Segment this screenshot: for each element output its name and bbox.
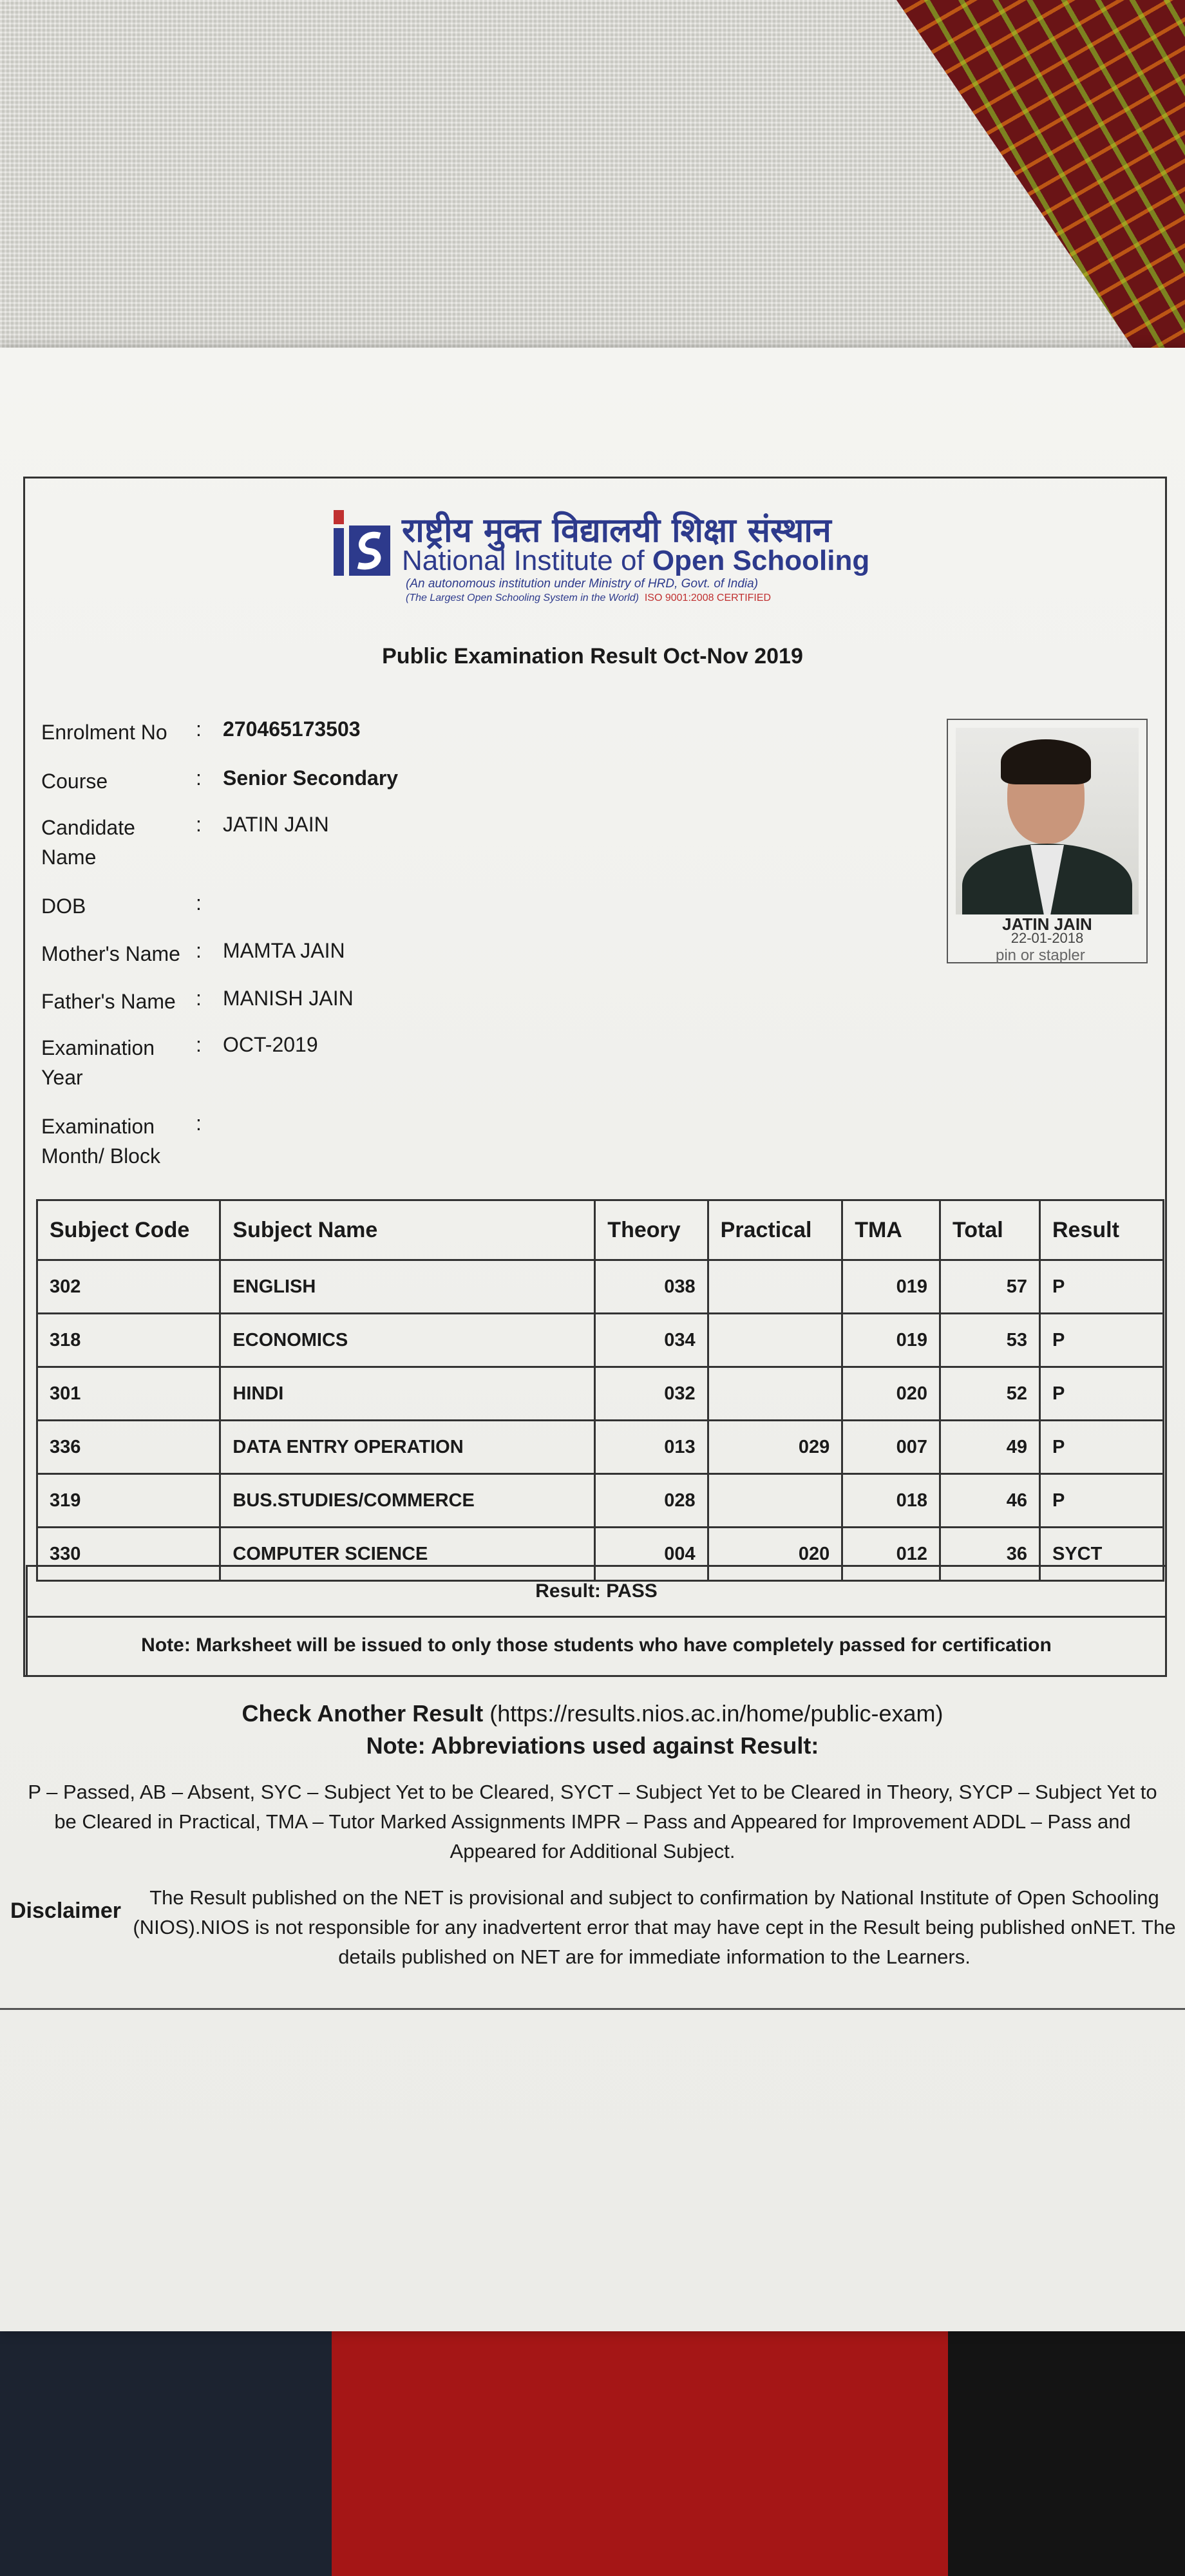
cell-result: SYCT <box>1039 1528 1163 1581</box>
check-another-result-label: Check Another Result <box>242 1700 484 1727</box>
cell-subject-name: ECONOMICS <box>220 1314 595 1367</box>
col-subject-name: Subject Name <box>220 1200 595 1260</box>
cell-tma: 019 <box>842 1314 940 1367</box>
abbreviations-title: Note: Abbreviations used against Result: <box>366 1732 819 1759</box>
cell-total: 49 <box>940 1421 1040 1474</box>
cell-total: 52 <box>940 1367 1040 1421</box>
cell-theory: 034 <box>595 1314 708 1367</box>
col-practical: Practical <box>708 1200 842 1260</box>
abbreviations-text: P – Passed, AB – Absent, SYC – Subject Yet to be Cleared, SYCT – Subject Yet to be Cleared in Theory, SYCP – Subject Yet to be Cleared in Practical, TMA – Tutor Marked Assignments IMPR – Pass and Appeared for Improvement ADDL – Pass and Appeared for Additional Subject. <box>28 1781 1157 1862</box>
overall-result: Result: PASS <box>26 1565 1167 1618</box>
exam-year-label: Examination Year <box>41 1036 155 1089</box>
exam-block-label: Examination Month/ Block <box>41 1115 160 1168</box>
table-row <box>37 1314 1164 1367</box>
cell-practical <box>708 1314 842 1367</box>
cell-subject-name: DATA ENTRY OPERATION <box>220 1421 595 1474</box>
colon: : <box>196 1033 202 1056</box>
cell-subject-name: HINDI <box>220 1367 595 1421</box>
table-row <box>37 1367 1164 1421</box>
photo-caption-date: 22-01-2018 <box>1010 930 1084 946</box>
col-result: Result <box>1039 1200 1163 1260</box>
mother-name-label: Mother's Name <box>41 942 180 965</box>
cell-result: P <box>1039 1367 1163 1421</box>
cell-practical <box>708 1367 842 1421</box>
course-value: Senior Secondary <box>223 766 399 790</box>
course-label: Course <box>41 770 108 793</box>
cell-tma: 012 <box>842 1528 940 1581</box>
col-theory: Theory <box>595 1200 708 1260</box>
cell-subject-name: ENGLISH <box>220 1260 595 1314</box>
colon: : <box>196 813 202 836</box>
cell-subject-code: 302 <box>37 1260 220 1314</box>
cell-tma: 020 <box>842 1367 940 1421</box>
cell-theory: 038 <box>595 1260 708 1314</box>
photo-hair <box>1001 739 1091 784</box>
cell-result: P <box>1039 1314 1163 1367</box>
exam-year-value: OCT-2019 <box>223 1033 318 1056</box>
col-subject-code: Subject Code <box>37 1200 220 1260</box>
cell-total: 46 <box>940 1474 1040 1528</box>
cell-total: 57 <box>940 1260 1040 1314</box>
cell-subject-code: 336 <box>37 1421 220 1474</box>
certification-note: Note: Marksheet will be issued to only those students who have completely passed for certification <box>26 1618 1167 1677</box>
cell-subject-code: 319 <box>37 1474 220 1528</box>
org-tagline-line <box>406 592 771 604</box>
enrolment-value: 270465173503 <box>223 717 361 741</box>
cell-subject-code: 330 <box>37 1528 220 1581</box>
org-english-name <box>402 545 869 577</box>
marks-table <box>36 1199 1164 1582</box>
mother-name-value: MAMTA JAIN <box>223 939 345 962</box>
cell-tma: 018 <box>842 1474 940 1528</box>
candidate-name-value: JATIN JAIN <box>223 813 329 836</box>
colon: : <box>196 717 202 741</box>
colon: : <box>196 987 202 1010</box>
cell-practical: 020 <box>708 1528 842 1581</box>
father-name-label: Father's Name <box>41 990 176 1013</box>
table-row <box>37 1260 1164 1314</box>
cell-theory: 028 <box>595 1474 708 1528</box>
cell-result: P <box>1039 1474 1163 1528</box>
cell-subject-code: 301 <box>37 1367 220 1421</box>
org-tagline: (The Largest Open Schooling System in the World) <box>406 592 639 603</box>
cell-practical: 029 <box>708 1421 842 1474</box>
org-name-bold: Open Schooling <box>652 545 870 576</box>
check-another-result-link[interactable]: (https://results.nios.ac.in/home/public-exam) <box>483 1700 943 1727</box>
cell-subject-name: BUS.STUDIES/COMMERCE <box>220 1474 595 1528</box>
cell-theory: 013 <box>595 1421 708 1474</box>
candidate-photo <box>956 728 1139 914</box>
nios-logo <box>330 505 394 595</box>
background-floor <box>0 2331 1185 2576</box>
dob-label: DOB <box>41 895 86 918</box>
org-hindi-name: राष्ट्रीय मुक्त विद्यालयी शिक्षा संस्थान <box>402 511 831 550</box>
colon: : <box>196 766 202 790</box>
cell-result: P <box>1039 1421 1163 1474</box>
colon: : <box>196 939 202 962</box>
cell-practical <box>708 1474 842 1528</box>
cell-theory: 004 <box>595 1528 708 1581</box>
photo-pin-note: pin or stapler <box>996 947 1085 964</box>
table-header-row <box>37 1200 1164 1260</box>
enrolment-label: Enrolment No <box>41 721 167 744</box>
table-row <box>37 1474 1164 1528</box>
check-another-result <box>0 1700 1185 1727</box>
cell-theory: 032 <box>595 1367 708 1421</box>
cell-result: P <box>1039 1260 1163 1314</box>
cell-practical <box>708 1260 842 1314</box>
cell-total: 53 <box>940 1314 1040 1367</box>
cell-total: 36 <box>940 1528 1040 1581</box>
page-title: Public Examination Result Oct-Nov 2019 <box>382 644 803 668</box>
org-subtitle: (An autonomous institution under Ministry of HRD, Govt. of India) <box>406 577 759 591</box>
photo-caption-name: JATIN JAIN <box>1002 914 1092 934</box>
table-row <box>37 1421 1164 1474</box>
cell-tma: 019 <box>842 1260 940 1314</box>
cell-tma: 007 <box>842 1421 940 1474</box>
footer-rule <box>0 2008 1185 2010</box>
candidate-name-label: Candidate Name <box>41 816 135 869</box>
cell-subject-name: COMPUTER SCIENCE <box>220 1528 595 1581</box>
cell-subject-code: 318 <box>37 1314 220 1367</box>
col-tma: TMA <box>842 1200 940 1260</box>
disclaimer-text: The Result published on the NET is provisional and subject to confirmation by National Institute of Open Schooling (NIOS).NIOS is not responsible for any inadvertent error that may have cept in the Result being published onNET. The details published on NET are for immediate information to the Learners. <box>133 1886 1176 1968</box>
father-name-value: MANISH JAIN <box>223 987 354 1010</box>
disclaimer-label: Disclaimer <box>10 1899 121 1923</box>
iso-badge: ISO 9001:2008 CERTIFIED <box>644 592 772 603</box>
colon: : <box>196 1112 202 1135</box>
org-name-regular: National Institute of <box>402 545 652 576</box>
colon: : <box>196 891 202 914</box>
col-total: Total <box>940 1200 1040 1260</box>
